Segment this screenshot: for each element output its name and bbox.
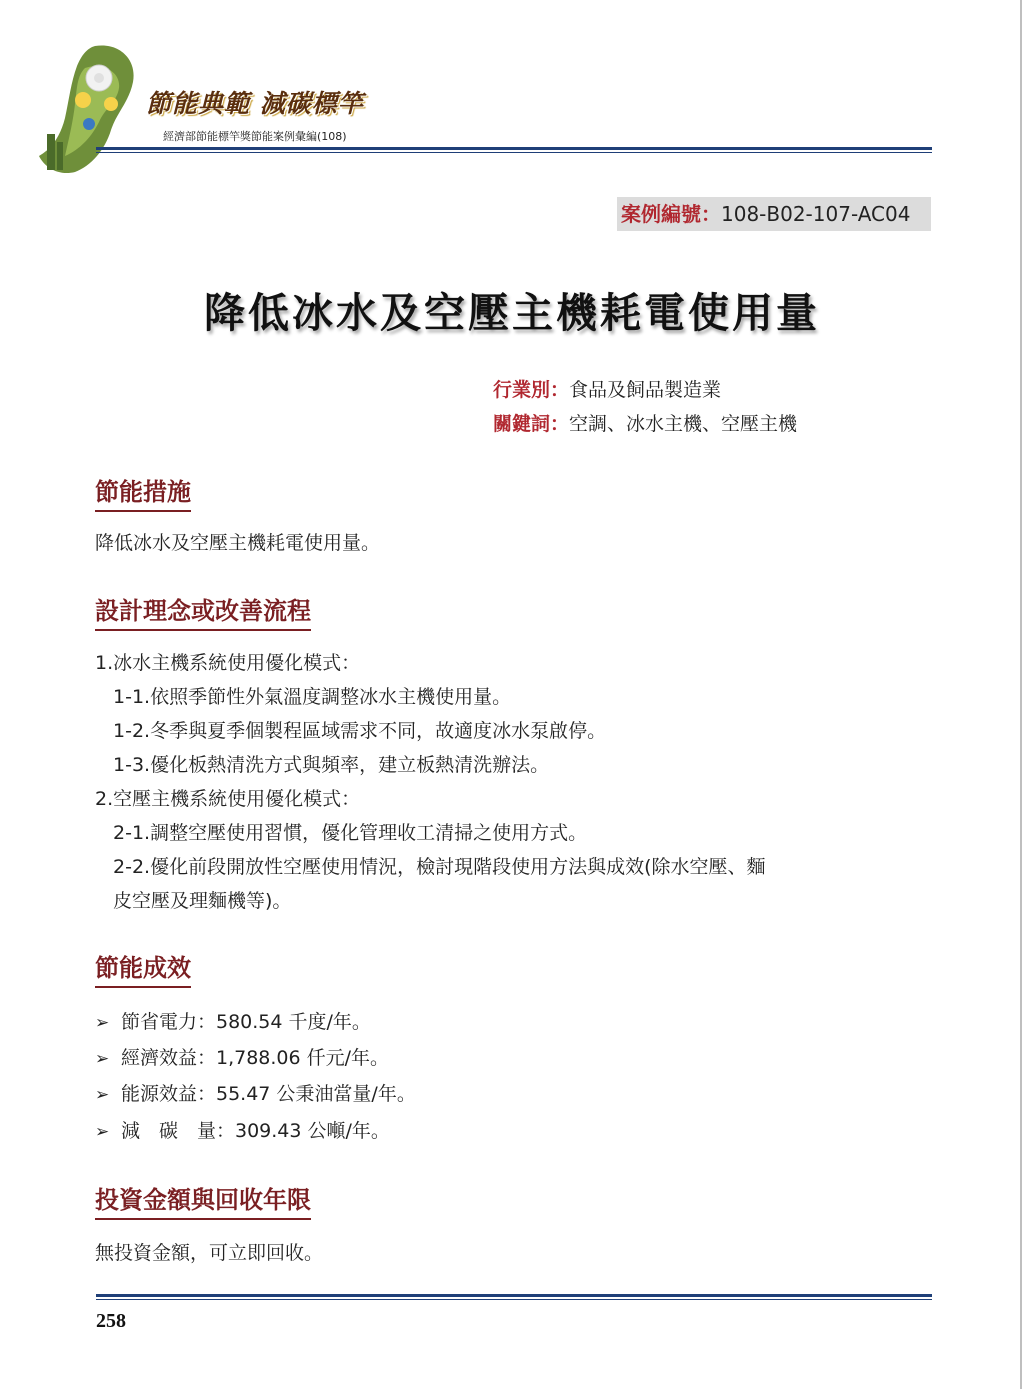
arrowhead-bullet-icon: ➢ (95, 1013, 110, 1033)
section-heading-measures: 節能措施 (95, 472, 191, 512)
page-number: 258 (96, 1310, 126, 1332)
section-heading-investment: 投資金額與回收年限 (95, 1180, 311, 1220)
arrowhead-bullet-icon: ➢ (95, 1049, 110, 1069)
design-line: 2.空壓主機系統使用優化模式： (95, 788, 361, 810)
result-text: 節省電力：580.54 千度/年。 (121, 1011, 371, 1033)
design-line: 1-2.冬季與夏季個製程區域需求不同，故適度冰水泵啟停。 (113, 720, 607, 742)
industry-value: 食品及飼品製造業 (569, 379, 722, 401)
design-line: 2-2.優化前段開放性空壓使用情況，檢討現階段使用方法與成效(除水空壓、麵 (113, 856, 766, 878)
keywords-value: 空調、冰水主機、空壓主機 (569, 413, 798, 435)
design-line: 1.冰水主機系統使用優化模式： (95, 652, 361, 674)
header-rule (96, 147, 932, 153)
keywords-row (493, 409, 797, 436)
list-item (95, 1007, 371, 1034)
case-number-box (617, 197, 931, 231)
header-subtitle: 經濟部節能標竿獎節能案例彙編(108) (163, 130, 347, 143)
design-line: 1-3.優化板熱清洗方式與頻率，建立板熱清洗辦法。 (113, 754, 550, 776)
design-line: 2-1.調整空壓使用習慣，優化管理收工清掃之使用方式。 (113, 822, 588, 844)
result-text: 減 碳 量：309.43 公噸/年。 (121, 1120, 390, 1142)
list-item (95, 1116, 390, 1143)
case-number-value: 108-B02-107-AC04 (721, 202, 911, 226)
keywords-label: 關鍵詞： (493, 413, 570, 435)
page-edge (1020, 0, 1022, 1389)
result-text: 經濟效益：1,788.06 仟元/年。 (121, 1047, 390, 1069)
page-title: 降低冰水及空壓主機耗電使用量 (204, 289, 820, 337)
taiwan-map-logo-icon (25, 38, 165, 178)
arrowhead-bullet-icon: ➢ (95, 1122, 110, 1142)
measures-text: 降低冰水及空壓主機耗電使用量。 (95, 532, 381, 554)
arrowhead-bullet-icon: ➢ (95, 1085, 110, 1105)
investment-text: 無投資金額，可立即回收。 (95, 1242, 324, 1264)
case-number-label: 案例編號： (621, 202, 721, 226)
section-heading-design: 設計理念或改善流程 (95, 591, 311, 631)
design-line: 1-1.依照季節性外氣溫度調整冰水主機使用量。 (113, 686, 512, 708)
industry-label: 行業別： (493, 379, 570, 401)
section-heading-results: 節能成效 (95, 948, 191, 988)
list-item (95, 1079, 416, 1106)
result-text: 能源效益：55.47 公秉油當量/年。 (121, 1083, 416, 1105)
list-item (95, 1043, 389, 1070)
header-title: 節能典範 減碳標竿 (146, 89, 364, 118)
footer-rule (96, 1294, 932, 1300)
industry-row (493, 375, 721, 402)
design-line: 皮空壓及理麵機等)。 (113, 890, 292, 912)
